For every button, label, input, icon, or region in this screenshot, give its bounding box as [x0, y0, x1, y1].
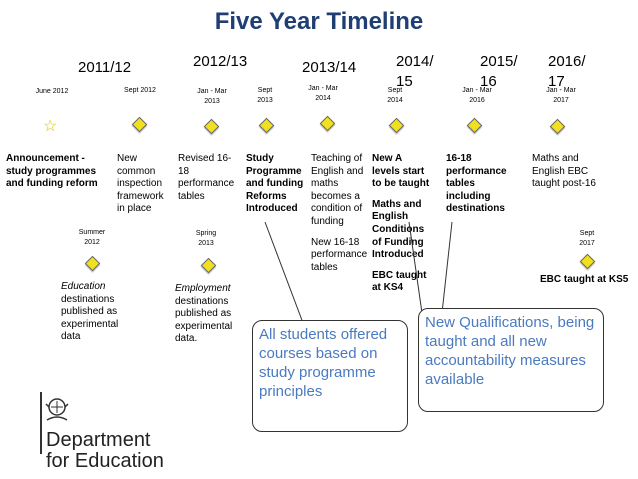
year-2014-15: 2014/15 — [396, 53, 434, 90]
year-2015-16: 2015/16 — [480, 53, 518, 90]
milestone-ebc-ks5: EBC taught at KS5 — [540, 274, 629, 285]
page-title: Five Year Timeline — [214, 8, 424, 35]
date-jan-mar-2013: Jan - Mar 2013 — [197, 88, 227, 105]
date-sept-2014: Sept 2014 — [387, 87, 403, 104]
year-2011-12: 2011/12 — [78, 59, 132, 76]
crest-icon — [44, 396, 70, 426]
milestone-study-programme-reforms: Study Programme and funding Reforms Introduced — [246, 153, 304, 215]
date-sept-2017: Sept 2017 — [579, 230, 595, 247]
date-spring-2013: Spring 2013 — [195, 230, 217, 247]
date-june-2012: June 2012 — [35, 88, 69, 95]
milestone-new-performance-tables-2014: New 16-18 performance tables — [311, 236, 368, 273]
date-summer-2012: Summer 2012 — [78, 229, 106, 246]
callout-pointer-qualifications-1 — [428, 222, 452, 313]
education-label: Education — [61, 281, 106, 292]
milestone-conditions-of-funding: Maths and English Conditions of Funding Introduced — [372, 198, 425, 261]
employment-destinations-text: destinations published as experimental data. — [175, 295, 233, 345]
date-jan-mar-2014: Jan - Mar 2014 — [308, 85, 338, 102]
date-sept-2013: Sept 2013 — [257, 87, 273, 104]
milestone-announcement: Announcement - study programmes and funding reform — [6, 153, 98, 190]
milestone-performance-tables-2013: Revised 16-18 performance tables — [178, 153, 235, 202]
date-jan-mar-2016: Jan - Mar 2016 — [462, 87, 492, 104]
callout-pointer-qualifications-2 — [409, 222, 422, 313]
year-2016-17: 2016/17 — [548, 53, 586, 90]
callout-pointer-study — [265, 222, 303, 323]
year-2012-13: 2012/13 — [193, 53, 248, 70]
milestone-new-a-levels: New A levels start to be taught — [372, 153, 430, 190]
milestone-ebc-ks4: EBC taught at KS4 — [372, 269, 427, 294]
year-2013-14: 2013/14 — [302, 59, 357, 76]
education-destinations-text: destinations published as experimental data — [61, 293, 119, 343]
star-icon: ☆ — [43, 118, 58, 135]
logo-department: Department — [46, 429, 151, 451]
callout-study-programmes: All students offered courses based on study programme principles — [252, 320, 408, 432]
milestone-inspection-framework: New common inspection framework in place — [117, 153, 164, 215]
milestone-ebc-post16: Maths and English EBC taught post-16 — [532, 153, 596, 190]
date-sept-2012: Sept 2012 — [124, 87, 156, 94]
employment-label: Employment — [175, 283, 231, 294]
callout-new-qualifications: New Qualifications, being taught and all new accountability measures available — [418, 308, 604, 412]
milestone-english-maths-condition: Teaching of English and maths becomes a condition of funding — [311, 153, 364, 227]
milestone-destinations-tables: 16-18 performance tables including destinations — [446, 153, 507, 215]
date-jan-mar-2017: Jan - Mar 2017 — [546, 87, 576, 104]
logo-for-education: for Education — [46, 450, 164, 472]
